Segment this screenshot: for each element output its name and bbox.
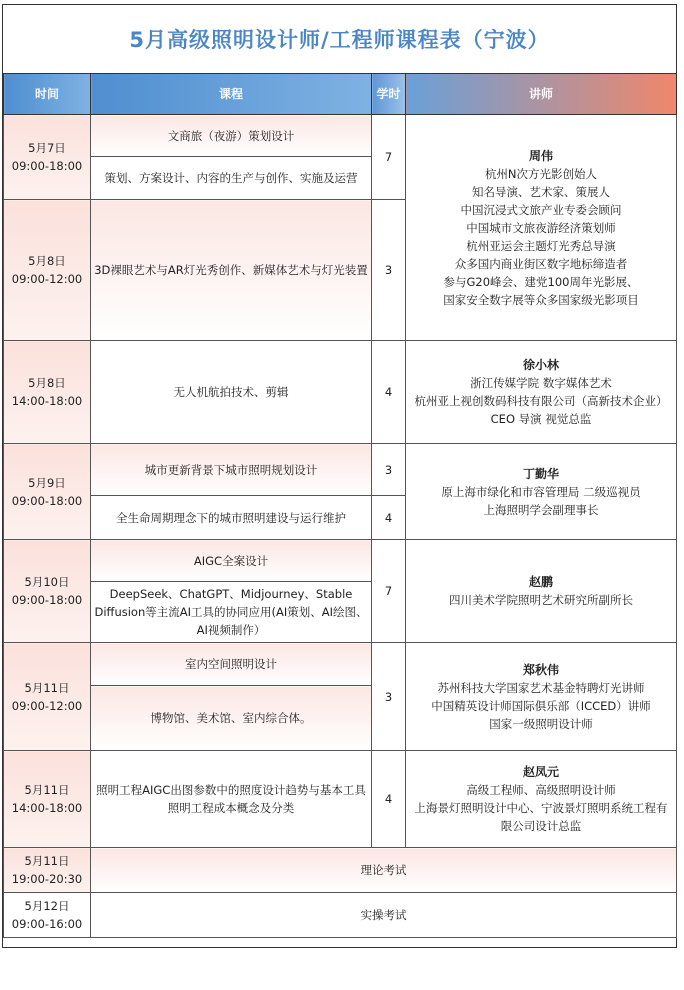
date-cell [4,848,91,893]
exam-cell: 实操考试 [91,893,677,938]
time-text: 14:00-18:00 [11,801,83,815]
hours-cell: 4 [372,496,406,540]
date-cell [4,341,91,444]
course-cell: DeepSeek、ChatGPT、Midjourney、Stable Diffusion等主流AI工具的协同应用(AI策划、AI绘图、AI视频制作） [91,582,372,643]
hours-cell: 4 [372,341,406,444]
course-line: 照明工程成本概念及分类 [167,801,295,815]
teacher-line: 中国沉浸式文旅产业专委会顾问 [460,202,622,217]
header-time: 时间 [4,74,91,115]
table-row [4,643,677,686]
table-row [4,341,677,444]
teacher-cell [406,643,677,751]
teacher-line: 中国城市文旅夜游经济策划师 [466,220,616,235]
course-cell: AIGC全案设计 [91,540,372,582]
date-text: 5月11日 [24,783,70,797]
teacher-cell [406,540,677,643]
course-cell: 博物馆、美术馆、室内综合体。 [91,686,372,751]
schedule-table [3,73,677,938]
teacher-line: 众多国内商业街区数字地标缔造者 [454,256,628,271]
header-teacher: 讲师 [406,74,677,115]
teacher-cell [406,444,677,540]
page-title: 5月高级照明设计师/工程师课程表（宁波） [3,5,676,74]
time-text: 19:00-20:30 [11,872,83,886]
teacher-line: 苏州科技大学国家艺术基金特聘灯光讲师 [437,680,645,695]
teacher-name: 赵凤元 [522,765,559,779]
date-text: 5月11日 [24,854,70,868]
date-text: 5月8日 [28,254,66,268]
teacher-line: 中国精英设计师国际俱乐部（ICCED）讲师 [431,698,651,713]
table-header-row [4,74,677,115]
teacher-cell [406,115,677,341]
date-cell [4,751,91,848]
course-cell: 无人机航拍技术、剪辑 [91,341,372,444]
hours-cell: 4 [372,751,406,848]
table-row [4,444,677,496]
date-cell [4,893,91,938]
time-text: 09:00-12:00 [11,698,83,713]
teacher-name: 赵鹏 [528,575,553,589]
date-text: 5月8日 [28,376,66,390]
time-text: 09:00-18:00 [11,593,83,607]
hours-cell: 7 [372,115,406,200]
teacher-line: 杭州亚运会主题灯光秀总导演 [466,238,616,253]
hours-cell: 3 [372,200,406,341]
hours-cell: 7 [372,540,406,643]
teacher-name: 郑秋伟 [522,662,559,677]
table-row [4,893,677,938]
date-text: 5月12日 [24,899,70,913]
teacher-line: 杭州N次方光影创始人 [484,166,598,181]
course-line: 照明工程AIGC出图参数中的照度设计趋势与基本工具 [96,783,366,797]
hours-cell: 3 [372,444,406,496]
time-text: 09:00-18:00 [11,159,83,173]
course-cell [91,751,372,848]
header-course: 课程 [91,74,372,115]
teacher-line: 原上海市绿化和市容管理局 二级巡视员 [441,484,641,499]
teacher-line: 参与G20峰会、建党100周年光影展、 [443,274,639,289]
table-row [4,115,677,157]
teacher-name: 周伟 [528,148,553,163]
teacher-name: 徐小林 [522,358,559,372]
date-text: 5月10日 [24,575,70,589]
teacher-line: 高级工程师、高级照明设计师 [466,783,616,797]
course-cell: 全生命周期理念下的城市照明建设与运行维护 [91,496,372,540]
date-cell [4,444,91,540]
course-cell: 文商旅（夜游）策划设计 [91,115,372,157]
course-cell: 城市更新背景下城市照明规划设计 [91,444,372,496]
hours-cell: 3 [372,643,406,751]
teacher-line: 国家安全数字展等众多国家级光影项目 [443,292,639,307]
course-cell: 3D裸眼艺术与AR灯光秀创作、新媒体艺术与灯光装置 [91,200,372,341]
teacher-line: 浙江传媒学院 数字媒体艺术 [470,376,612,390]
date-cell [4,115,91,200]
date-cell [4,643,91,751]
date-text: 5月11日 [24,680,70,695]
time-text: 14:00-18:00 [11,394,83,408]
teacher-line: 四川美术学院照明艺术研究所副所长 [449,593,633,607]
date-cell [4,540,91,643]
schedule-sheet [2,4,677,948]
exam-cell: 理论考试 [91,848,677,893]
teacher-line: 上海照明学会副理事长 [483,502,599,517]
table-row [4,540,677,582]
table-row [4,751,677,848]
teacher-cell [406,751,677,848]
time-text: 09:00-16:00 [11,917,83,931]
table-row [4,848,677,893]
date-text: 5月7日 [28,141,66,155]
time-text: 09:00-18:00 [11,493,83,508]
teacher-line: 上海景灯照明设计中心、宁波景灯照明系统工程有限公司设计总监 [414,801,668,833]
date-text: 5月9日 [28,475,66,490]
course-cell: 策划、方案设计、内容的生产与创作、实施及运营 [91,157,372,200]
teacher-line: 杭州亚上视创数码科技有限公司（高新技术企业） CEO 导演 视觉总监 [414,394,668,426]
teacher-name: 丁勤华 [522,466,559,481]
course-cell: 室内空间照明设计 [91,643,372,686]
date-cell [4,200,91,341]
header-hours: 学时 [372,74,406,115]
teacher-line: 知名导演、艺术家、策展人 [472,184,610,199]
time-text: 09:00-12:00 [11,272,83,286]
teacher-cell [406,341,677,444]
teacher-line: 国家一级照明设计师 [489,716,593,731]
